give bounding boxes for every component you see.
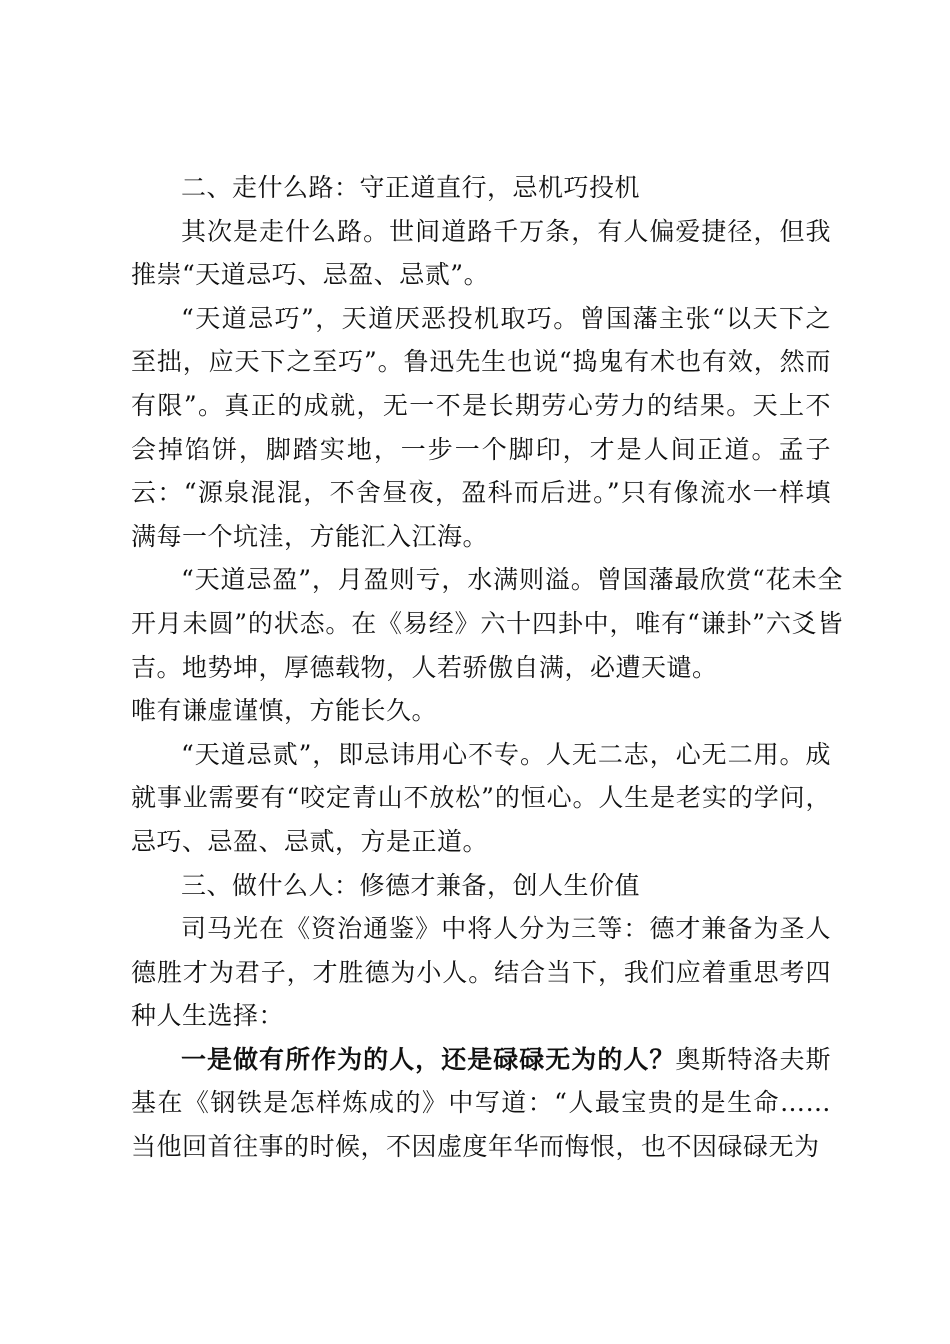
section-heading-three: 三、做什么人：修德才兼备，创人生价值	[181, 870, 641, 900]
paragraph-avoid-fullness-end: 唯有谦虚谨慎，方能长久。	[131, 696, 438, 726]
paragraph-choice-one	[131, 1038, 831, 1169]
section-heading-two: 二、走什么路：守正道直行，忌机巧投机	[181, 173, 641, 202]
paragraph-road-intro: 其次是走什么路。世间道路千万条，有人偏爱捷径，但我推崇“天道忌巧、忌盈、忌贰”。	[131, 216, 831, 290]
paragraph-avoid-duplicity: “天道忌贰”，即忌讳用心不专。人无二志，心无二用。成就事业需要有“咬定青山不放松”的恒心。人生是老实的学问，忌巧、忌盈、忌贰，方是正道。	[131, 739, 831, 856]
choice-one-question: 一是做有所作为的人，还是碌碌无为的人？	[181, 1044, 676, 1074]
paragraph-avoid-cleverness: “天道忌巧”，天道厌恶投机取巧。曾国藩主张“以天下之至拙，应天下之至巧”。鲁迅先生也说“捣鬼有术也有效，然而有限”。真正的成就，无一不是长期劳心劳力的结果。天上不会掉馅饼，脚踏实地，一步一个脚印，才是人间正道。孟子云：“源泉混混，不舍昼夜，盈科而后进。”只有像流水一样填满每一个坑洼，方能汇入江海。	[131, 303, 831, 551]
paragraph-avoid-fullness	[131, 558, 843, 732]
paragraph-avoid-fullness-main: “天道忌盈”，月盈则亏，水满则溢。曾国藩最欣赏“花未全开月未圆”的状态。在《易经》六十四卦中，唯有“谦卦”六爻皆吉。地势坤，厚德载物，人若骄傲自满，必遭天谴。	[131, 565, 843, 682]
choice-one-text: 奥斯特洛夫斯基在《钢铁是怎样炼成的》中写道：“人最宝贵的是生命……当他回首往事的时候，不因虚度年华而悔恨，也不因碌碌无为	[131, 1044, 831, 1162]
paragraph-three-grades: 司马光在《资治通鉴》中将人分为三等：德才兼备为圣人德胜才为君子，才胜德为小人。结合当下，我们应着重思考四种人生选择：	[131, 914, 831, 1031]
document-body	[131, 166, 843, 1169]
